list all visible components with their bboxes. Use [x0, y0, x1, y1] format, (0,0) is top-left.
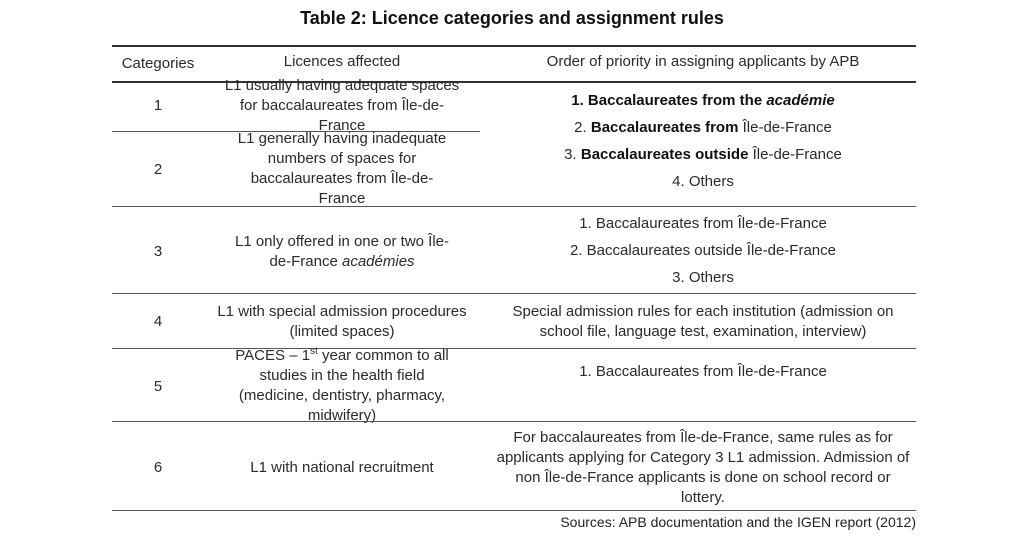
row-5-rule — [112, 421, 916, 422]
table-title: Table 2: Licence categories and assignment rules — [300, 8, 724, 28]
header-categories: Categories — [121, 55, 195, 72]
bottom-rule — [112, 510, 916, 511]
row-5-licence: PACES – 1st year common to all studies in the health field (medicine, dentistry, pharmacy, midwifery) — [235, 346, 449, 424]
row-2-rule — [112, 206, 916, 207]
row-4-priority: Special admission rules for each institution (admission on school file, language test, examination, interview) — [512, 303, 894, 340]
row-4-licence: L1 with special admission procedures (limited spaces) — [217, 303, 467, 340]
source-note: Sources: APB documentation and the IGEN report (2012) — [560, 514, 916, 530]
row-3-rule — [112, 293, 916, 294]
priority-1-2-item-1: 1. Baccalaureates from the académie — [571, 92, 835, 109]
row-2-licence: L1 generally having inadequate numbers of spaces for baccalaureates from Île-de-France — [237, 130, 447, 207]
header-priority: Order of priority in assigning applicants by APB — [546, 53, 860, 70]
row-4-category: 4 — [153, 313, 163, 330]
row-6-licence: L1 with national recruitment — [250, 459, 434, 476]
priority-list-1-2 — [490, 91, 916, 199]
priority-1-2-item-4: 4. Others — [672, 173, 734, 190]
priority-list-3 — [490, 214, 916, 295]
priority-3-item-3: 3. Others — [672, 269, 734, 286]
row-5-priority: 1. Baccalaureates from Île-de-France — [579, 363, 827, 380]
row-3-licence: L1 only offered in one or two Île-de-France académies — [234, 233, 450, 270]
priority-1-2-item-3: 3. Baccalaureates outside Île-de-France — [564, 146, 842, 163]
header-licences: Licences affected — [283, 53, 401, 70]
row-2-category: 2 — [153, 161, 163, 178]
row-3-category: 3 — [153, 243, 163, 260]
row-5-category: 5 — [153, 378, 163, 395]
row-1-licence: L1 usually having adequate spaces for baccalaureates from Île-de-France — [224, 77, 460, 134]
priority-3-item-1: 1. Baccalaureates from Île-de-France — [579, 215, 827, 232]
row-6-priority: For baccalaureates from Île-de-France, same rules as for applicants applying for Category 3 L1 admission. Admission of non Île-de-France applicants is done on school record or lottery. — [496, 429, 910, 506]
priority-1-2-item-2: 2. Baccalaureates from Île-de-France — [574, 119, 832, 136]
row-6-category: 6 — [153, 459, 163, 476]
top-rule — [112, 45, 916, 47]
row-1-category: 1 — [153, 97, 163, 114]
priority-3-item-2: 2. Baccalaureates outside Île-de-France — [570, 242, 836, 259]
